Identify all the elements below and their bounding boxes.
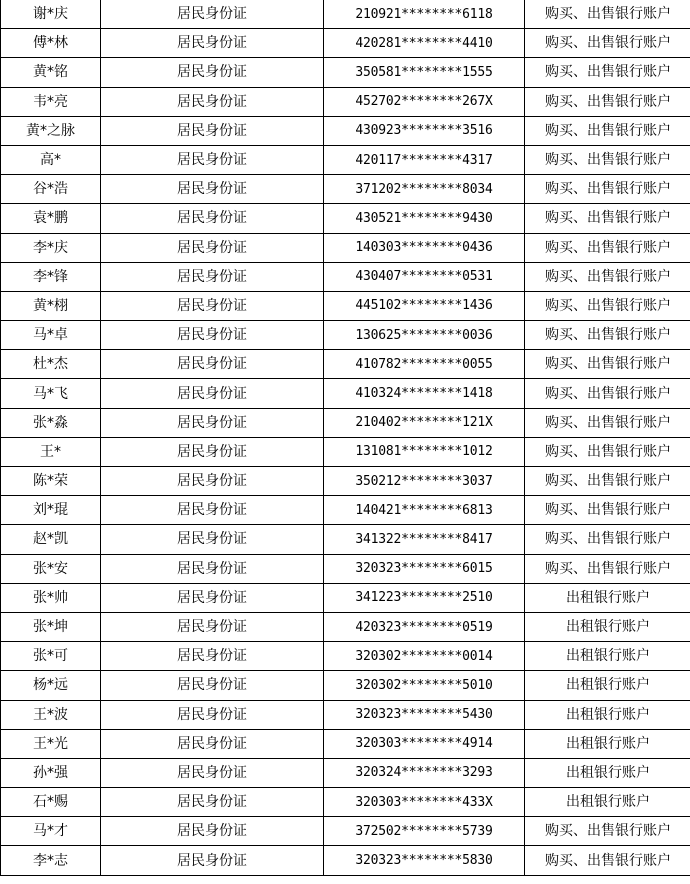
id-document-type-cell: 居民身份证 [101,350,324,379]
id-number-cell: 320303********433X [324,788,525,817]
person-name-cell: 李*庆 [1,233,101,262]
table-row [1,116,690,145]
id-number-cell: 371202********8034 [324,175,525,204]
id-number-cell: 320323********5830 [324,846,525,875]
id-number-cell: 320324********3293 [324,758,525,787]
id-number-cell: 410782********0055 [324,350,525,379]
id-number-cell: 140421********6813 [324,496,525,525]
person-name-cell: 马*飞 [1,379,101,408]
id-number-cell: 452702********267X [324,87,525,116]
id-document-type-cell: 居民身份证 [101,0,324,29]
id-number-cell: 130625********0036 [324,321,525,350]
person-name-cell: 孙*强 [1,758,101,787]
id-document-type-cell: 居民身份证 [101,87,324,116]
person-name-cell: 黄*栩 [1,291,101,320]
person-name-cell: 赵*凯 [1,525,101,554]
violation-type-cell: 购买、出售银行账户 [525,29,690,58]
person-name-cell: 陈*荣 [1,467,101,496]
person-name-cell: 韦*亮 [1,87,101,116]
id-number-cell: 210402********121X [324,408,525,437]
violation-type-cell: 购买、出售银行账户 [525,846,690,875]
violation-type-cell: 出租银行账户 [525,671,690,700]
person-name-cell: 石*赐 [1,788,101,817]
violation-type-cell: 购买、出售银行账户 [525,496,690,525]
table-row [1,729,690,758]
violation-type-cell: 购买、出售银行账户 [525,58,690,87]
id-document-type-cell: 居民身份证 [101,321,324,350]
violation-type-cell: 出租银行账户 [525,583,690,612]
person-name-cell: 张*淼 [1,408,101,437]
id-document-type-cell: 居民身份证 [101,437,324,466]
violation-type-cell: 购买、出售银行账户 [525,321,690,350]
id-number-cell: 210921********6118 [324,0,525,29]
id-number-cell: 320302********5010 [324,671,525,700]
violation-type-cell: 购买、出售银行账户 [525,350,690,379]
id-document-type-cell: 居民身份证 [101,467,324,496]
id-document-type-cell: 居民身份证 [101,554,324,583]
table-row [1,291,690,320]
person-name-cell: 王*波 [1,700,101,729]
table-row [1,87,690,116]
person-name-cell: 张*可 [1,642,101,671]
id-document-type-cell: 居民身份证 [101,291,324,320]
violation-type-cell: 购买、出售银行账户 [525,204,690,233]
table-row [1,262,690,291]
id-number-cell: 320302********0014 [324,642,525,671]
id-number-cell: 350581********1555 [324,58,525,87]
table-body [1,0,690,875]
violation-type-cell: 购买、出售银行账户 [525,554,690,583]
id-document-type-cell: 居民身份证 [101,262,324,291]
id-document-type-cell: 居民身份证 [101,525,324,554]
id-document-type-cell: 居民身份证 [101,758,324,787]
violation-type-cell: 购买、出售银行账户 [525,116,690,145]
violation-type-cell: 购买、出售银行账户 [525,379,690,408]
person-name-cell: 王* [1,437,101,466]
id-document-type-cell: 居民身份证 [101,145,324,174]
violation-type-cell: 出租银行账户 [525,729,690,758]
table-row [1,554,690,583]
id-number-cell: 131081********1012 [324,437,525,466]
violation-type-cell: 出租银行账户 [525,700,690,729]
violation-type-cell: 购买、出售银行账户 [525,437,690,466]
id-document-type-cell: 居民身份证 [101,583,324,612]
id-number-cell: 420117********4317 [324,145,525,174]
table-row [1,29,690,58]
person-name-cell: 张*坤 [1,612,101,641]
person-name-cell: 袁*鹏 [1,204,101,233]
id-document-type-cell: 居民身份证 [101,204,324,233]
table-row [1,583,690,612]
table-row [1,321,690,350]
id-document-type-cell: 居民身份证 [101,175,324,204]
id-document-type-cell: 居民身份证 [101,642,324,671]
id-number-cell: 420323********0519 [324,612,525,641]
id-number-cell: 410324********1418 [324,379,525,408]
id-number-cell: 430407********0531 [324,262,525,291]
person-name-cell: 黄*铭 [1,58,101,87]
id-document-type-cell: 居民身份证 [101,671,324,700]
id-document-type-cell: 居民身份证 [101,612,324,641]
violation-type-cell: 购买、出售银行账户 [525,408,690,437]
id-number-cell: 320303********4914 [324,729,525,758]
table-row [1,233,690,262]
table-row [1,204,690,233]
table-row [1,817,690,846]
id-document-type-cell: 居民身份证 [101,379,324,408]
violation-type-cell: 出租银行账户 [525,642,690,671]
table-row [1,58,690,87]
violation-type-cell: 购买、出售银行账户 [525,525,690,554]
table-row [1,700,690,729]
person-name-cell: 黄*之脉 [1,116,101,145]
id-document-type-cell: 居民身份证 [101,700,324,729]
id-number-cell: 372502********5739 [324,817,525,846]
id-document-type-cell: 居民身份证 [101,408,324,437]
table-row [1,408,690,437]
violation-type-cell: 购买、出售银行账户 [525,0,690,29]
table-row [1,0,690,29]
table-row [1,175,690,204]
id-number-cell: 320323********6015 [324,554,525,583]
violation-type-cell: 购买、出售银行账户 [525,291,690,320]
violation-type-cell: 出租银行账户 [525,758,690,787]
person-name-cell: 张*帅 [1,583,101,612]
person-name-cell: 马*才 [1,817,101,846]
violation-type-cell: 购买、出售银行账户 [525,175,690,204]
person-name-cell: 李*志 [1,846,101,875]
id-document-type-cell: 居民身份证 [101,817,324,846]
id-number-cell: 140303********0436 [324,233,525,262]
person-name-cell: 谷*浩 [1,175,101,204]
violation-type-cell: 购买、出售银行账户 [525,233,690,262]
id-document-type-cell: 居民身份证 [101,846,324,875]
table-row [1,642,690,671]
table-row [1,145,690,174]
violation-type-cell: 出租银行账户 [525,788,690,817]
id-document-type-cell: 居民身份证 [101,58,324,87]
table-row [1,379,690,408]
table-row [1,350,690,379]
person-name-cell: 张*安 [1,554,101,583]
table-row [1,496,690,525]
violation-type-cell: 购买、出售银行账户 [525,467,690,496]
violation-type-cell: 购买、出售银行账户 [525,262,690,291]
person-name-cell: 杜*杰 [1,350,101,379]
table-row [1,467,690,496]
id-document-type-cell: 居民身份证 [101,233,324,262]
id-document-type-cell: 居民身份证 [101,788,324,817]
table-row [1,437,690,466]
person-name-cell: 刘*琨 [1,496,101,525]
person-name-cell: 傅*林 [1,29,101,58]
table-row [1,758,690,787]
violation-type-cell: 购买、出售银行账户 [525,817,690,846]
id-document-type-cell: 居民身份证 [101,29,324,58]
person-name-cell: 高* [1,145,101,174]
id-number-cell: 445102********1436 [324,291,525,320]
person-name-cell: 谢*庆 [1,0,101,29]
id-number-cell: 350212********3037 [324,467,525,496]
person-name-cell: 马*卓 [1,321,101,350]
id-number-cell: 320323********5430 [324,700,525,729]
violation-type-cell: 出租银行账户 [525,612,690,641]
id-number-cell: 430521********9430 [324,204,525,233]
table-row [1,612,690,641]
violation-type-cell: 购买、出售银行账户 [525,145,690,174]
table-row [1,525,690,554]
person-name-cell: 李*锋 [1,262,101,291]
table-row [1,788,690,817]
id-document-type-cell: 居民身份证 [101,496,324,525]
table-row [1,846,690,875]
table-row [1,671,690,700]
id-number-cell: 341322********8417 [324,525,525,554]
id-number-cell: 420281********4410 [324,29,525,58]
id-document-type-cell: 居民身份证 [101,729,324,758]
id-number-cell: 341223********2510 [324,583,525,612]
id-document-type-cell: 居民身份证 [101,116,324,145]
violation-type-cell: 购买、出售银行账户 [525,87,690,116]
person-name-cell: 王*光 [1,729,101,758]
id-number-cell: 430923********3516 [324,116,525,145]
person-name-cell: 杨*远 [1,671,101,700]
